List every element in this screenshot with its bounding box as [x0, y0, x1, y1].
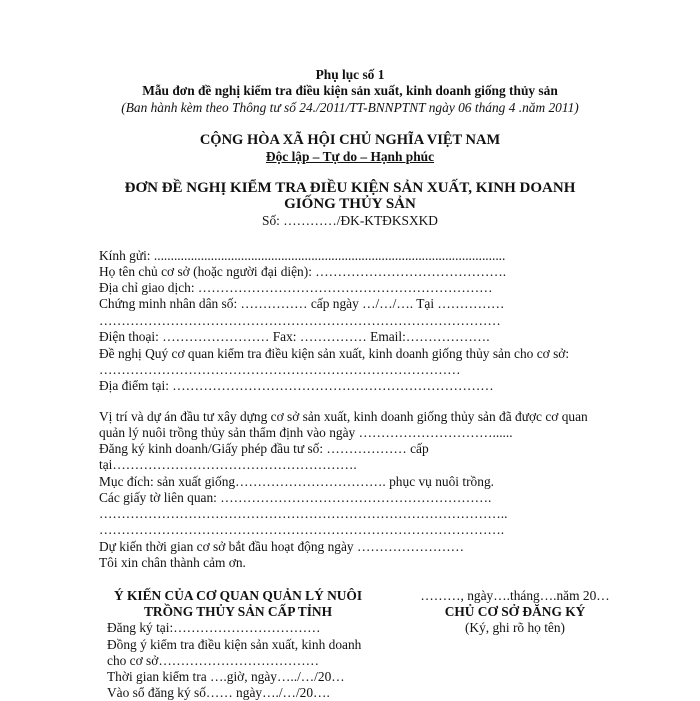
field-recipient: Kính gửi: ......................................................................................................... — [99, 248, 506, 263]
field-owner-name: Họ tên chủ cơ sở (hoặc người đại diện): ……………………………………. — [99, 264, 507, 279]
document-number: Số: …………/ĐK-KTĐKSXKD — [262, 213, 438, 228]
signature-date: ………, ngày….tháng….năm 20… — [420, 588, 610, 603]
field-business-registration: Đăng ký kinh doanh/Giấy phép đầu tư số: ……………… cấp — [99, 441, 429, 456]
country-name: CỘNG HÒA XÃ HỘI CHỦ NGHĨA VIỆT NAM — [199, 132, 501, 148]
authority-approval-line-2: cho cơ sở……………………………… — [107, 653, 320, 668]
field-project-location-1: Vị trí và dự án đầu tư xây dựng cơ sở sản xuất, kinh doanh giống thủy sản đã được cơ quan — [99, 409, 588, 424]
signature-title: CHỦ CƠ SỞ ĐĂNG KÝ — [444, 604, 586, 619]
field-phone-fax-email: Điện thoại: …………………… Fax: …………… Email:………………. — [99, 329, 490, 344]
closing-thanks: Tôi xin chân thành cảm ơn. — [99, 555, 246, 570]
field-request: Đề nghị Quý cơ quan kiểm tra điều kiện sản xuất, kinh doanh giống thủy sản cho cơ sở: — [99, 346, 570, 361]
field-location: Địa điểm tại: ……………………………………………………………… — [99, 378, 494, 393]
field-business-registration-continued: tại………………………………………………. — [99, 457, 357, 472]
document-title-line-1: ĐƠN ĐỀ NGHỊ KIỂM TRA ĐIỀU KIỆN SẢN XUẤT, KINH DOANH — [124, 180, 576, 196]
appendix-label: Phụ lục số 1 — [315, 67, 385, 82]
field-id-card: Chứng minh nhân dân số: …………… cấp ngày …/…/…. Tại …………… — [99, 296, 505, 311]
authority-registry-number: Vào sổ đăng ký số…… ngày…./…/20…. — [107, 685, 330, 700]
form-title: Mẫu đơn đề nghị kiểm tra điều kiện sản xuất, kinh doanh giống thủy sản — [142, 83, 558, 98]
document-title-line-2: GIỐNG THỦY SẢN — [284, 196, 416, 212]
field-request-continued: ……………………………………………………………………… — [99, 362, 461, 377]
field-purpose: Mục đích: sản xuất giống……………………………. phục vụ nuôi trồng. — [99, 474, 494, 489]
authority-heading-line-2: TRỒNG THỦY SẢN CẤP TỈNH — [144, 604, 332, 619]
field-address: Địa chỉ giao dịch: ………………………………………………………… — [99, 280, 493, 295]
field-related-documents-continued-2: ………………………………………………………………………………. — [99, 522, 505, 537]
authority-heading-line-1: Ý KIẾN CỦA CƠ QUAN QUẢN LÝ NUÔI — [113, 588, 363, 603]
authority-registered-at: Đăng ký tại:…………………………… — [107, 620, 321, 635]
field-related-documents-continued-1: ……………………………………………………………………………….. — [99, 506, 508, 521]
field-project-location-2: quản lý nuôi trồng thủy sản thẩm định vào ngày …………………………...... — [99, 425, 513, 440]
signature-instruction: (Ký, ghi rõ họ tên) — [464, 620, 566, 635]
authority-approval-line-1: Đồng ý kiểm tra điều kiện sản xuất, kinh doanh — [107, 637, 362, 652]
field-expected-start-date: Dự kiến thời gian cơ sở bắt đầu hoạt động ngày …………………… — [99, 539, 465, 554]
field-id-card-continued: ……………………………………………………………………………… — [99, 313, 501, 328]
issued-note: (Ban hành kèm theo Thông tư số 24./2011/TT-BNNPTNT ngày 06 tháng 4 .năm 2011) — [121, 100, 579, 115]
motto: Độc lập – Tự do – Hạnh phúc — [265, 149, 435, 164]
field-related-documents: Các giấy tờ liên quan: ……………………………………………………. — [99, 490, 492, 505]
authority-inspection-time: Thời gian kiểm tra ….giờ, ngày…../…/20… — [107, 669, 345, 684]
